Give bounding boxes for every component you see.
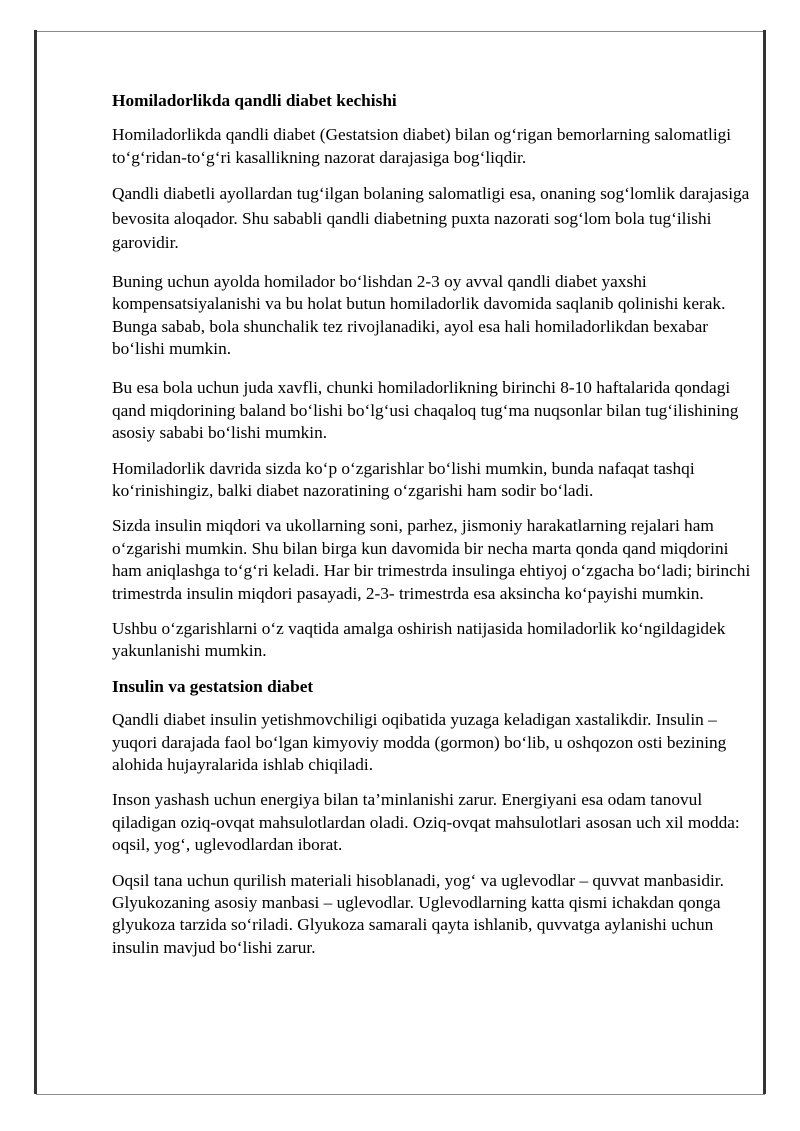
document-body	[112, 90, 752, 972]
paragraph: Oqsil tana uchun qurilish materiali hisoblanadi, yog‘ va uglevodlar – quvvat manbasidir. Glyukozaning asosiy manbasi – uglevodlar. Uglevodlarning katta qismi ichakdan qonga glyukoza tarzida so‘riladi. Glyukoza samarali qayta ishlanib, quvvatga aylanishi uchun insulin mavjud bo‘lishi zarur.	[112, 870, 724, 957]
section-heading: Homiladorlikda qandli diabet kechishi	[112, 91, 397, 110]
paragraph: Qandli diabet insulin yetishmovchiligi oqibatida yuzaga keladigan xastalikdir. Insulin – yuqori darajada faol bo‘lgan kimyoviy modda (gormon) bo‘lib, u oshqozon osti bezining alohida hujayralarida ishlab chiqiladi.	[112, 710, 727, 775]
section-heading: Insulin va gestatsion diabet	[112, 676, 314, 696]
paragraph: Homiladorlikda qandli diabet (Gestatsion diabet) bilan og‘rigan bemorlarning salomatligi to‘g‘ridan-to‘g‘ri kasallikning nazorat darajasiga bog‘liqdir.	[112, 125, 732, 167]
paragraph: Qandli diabetli ayollardan tug‘ilgan bolaning salomatligi esa, onaning sog‘lomlik darajasiga bevosita aloqador. Shu sababli qandli diabetning puxta nazorati sog‘lom bola tug‘ilishi garovidir.	[112, 184, 750, 253]
page-left-border	[34, 30, 37, 1094]
paragraph: Sizda insulin miqdori va ukollarning soni, parhez, jismoniy harakatlarning rejalari ham o‘zgarishi mumkin. Shu bilan birga kun davomida bir necha marta qonda qand miqdorini ham aniqlashga to‘g‘ri keladi. Har bir trimestrda insulinga ehtiyoj o‘zgacha bo‘ladi; birinchi trimestrda insulin miqdori pasayadi, 2-3- trimestrda esa aksincha ko‘payishi mumkin.	[112, 516, 751, 603]
paragraph: Inson yashash uchun energiya bilan ta’minlanishi zarur. Energiyani esa odam tanovul qiladigan oziq-ovqat mahsulotlardan oladi. Oziq-ovqat mahsulotlari asosan uch xil modda: oqsil, yog‘, uglevodlardan iborat.	[112, 790, 740, 855]
paragraph: Bu esa bola uchun juda xavfli, chunki homiladorlikning birinchi 8-10 haftalarida qondagi qand miqdorining baland bo‘lishi bo‘lg‘usi chaqaloq tug‘ma nuqsonlar bilan tug‘ilishining asosiy sababi bo‘lishi mumkin.	[112, 378, 739, 443]
paragraph: Ushbu o‘zgarishlarni o‘z vaqtida amalga oshirish natijasida homiladorlik ko‘ngildagidek yakunlanishi mumkin.	[112, 619, 726, 661]
paragraph: Homiladorlik davrida sizda ko‘p o‘zgarishlar bo‘lishi mumkin, bunda nafaqat tashqi ko‘rinishingiz, balki diabet nazoratining o‘zgarishi ham sodir bo‘ladi.	[112, 458, 695, 500]
page-right-border	[763, 30, 766, 1094]
paragraph: Buning uchun ayolda homilador bo‘lishdan 2-3 oy avval qandli diabet yaxshi kompensatsiyalanishi va bu holat butun homiladorlik davomida saqlanib qolinishi kerak. Bunga sabab, bola shunchalik tez rivojlanadiki, ayol esa hali homiladorlikdan bexabar bo‘lishi mumkin.	[112, 271, 726, 358]
